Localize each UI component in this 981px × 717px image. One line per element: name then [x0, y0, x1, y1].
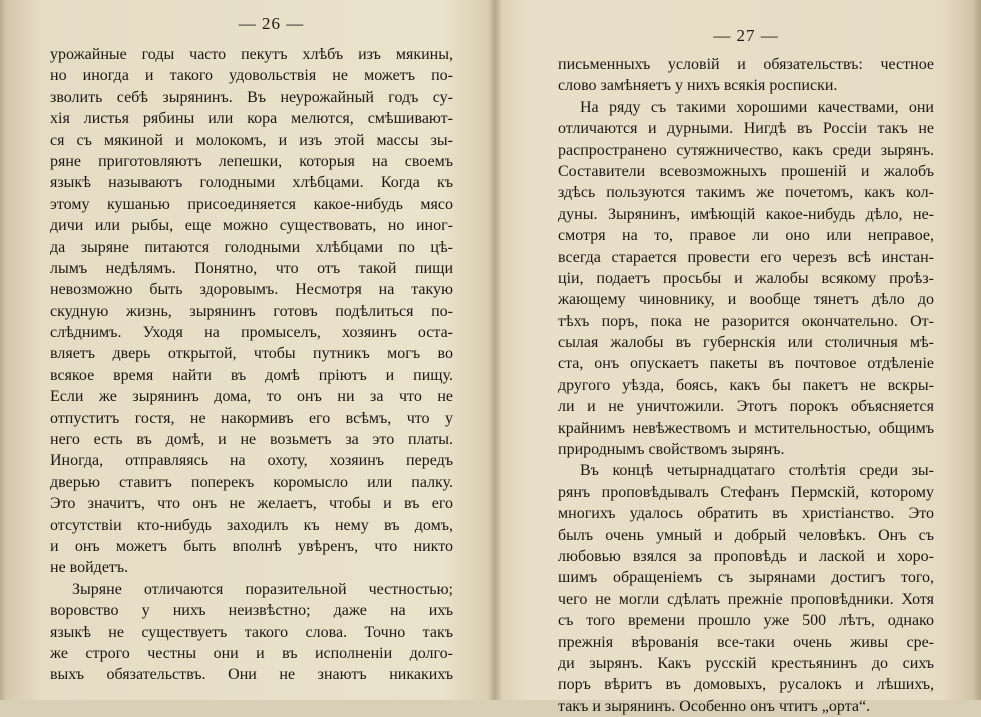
text-line: слово замѣняетъ у нихъ всякія росписки.: [558, 77, 838, 95]
text-line: письменныхъ условій и обязательствъ: честное: [558, 56, 934, 73]
text-line: ста, онъ опускаетъ пакеты въ почтовое отдѣленіе: [558, 355, 934, 373]
text-line: шимъ обращеніемъ съ зырянами достигъ того,: [558, 569, 934, 587]
text-line: слѣднимъ. Уходя на промыселъ, хозяинъ оста-: [50, 324, 453, 342]
text-line: отсутствіи кто-нибудь заходилъ къ нему въ домъ,: [50, 516, 453, 534]
text-line: и онъ можетъ быть вполнѣ увѣренъ, что никто: [50, 537, 453, 555]
text-line: съ того времени прошло уже 500 лѣтъ, однако: [558, 612, 934, 630]
text-line: не войдетъ.: [50, 559, 129, 577]
text-line: него есть въ домѣ, и не возьметъ за это платы.: [50, 431, 453, 449]
text-line: воровство у нихъ неизвѣстно; даже на ихъ: [50, 602, 453, 620]
text-line: вляетъ дверь открытой, чтобы путникъ могъ во: [50, 345, 453, 363]
text-line: да зыряне питаются голодными хлѣбцами по цѣ-: [50, 238, 453, 256]
text-line: крайнимъ невѣжествомъ и мстительностью, общимъ: [558, 419, 934, 437]
text-line: лымъ недѣлямъ. Понятно, что отъ такой пищи: [50, 259, 453, 277]
text-line: другого уѣзда, боясь, какъ бы пакетъ не вскры-: [558, 376, 934, 394]
right-page: [558, 0, 934, 717]
text-line: же строго честны они и въ исполненіи долго-: [50, 644, 453, 662]
text-line: поръ вѣритъ въ домовыхъ, русалокъ и лѣшихъ,: [558, 676, 934, 694]
text-line: На ряду съ такими хорошими качествами, они: [580, 98, 934, 116]
text-line: жающему чиновнику, и вообще тянетъ дѣло до: [558, 291, 934, 309]
text-line: Если же зырянинъ дома, то онъ ни за что не: [50, 388, 453, 406]
text-line: зволить себѣ зырянинъ. Въ неурожайный годъ су-: [50, 88, 453, 106]
text-line: Зыряне отличаются поразительной честностью;: [72, 580, 453, 598]
text-line: распространено сутяжничество, какъ среди зырянъ.: [558, 141, 934, 159]
page-text: [50, 44, 453, 686]
text-line: любовью взялся за проповѣдь и лаской и хоро-: [558, 547, 934, 565]
text-line: прежнія вѣрованія все-таки очень живы сре-: [558, 633, 934, 651]
text-line: рянъ проповѣдывалъ Стефанъ Пермскій, которому: [558, 483, 934, 501]
text-line: хія листья рябины или кора мелются, смѣшивают-: [50, 110, 453, 128]
text-line: Составители всевозможныхъ прошеній и жалобъ: [558, 162, 934, 180]
text-line: отличаются и дурными. Нигдѣ въ Россіи такъ не: [558, 120, 934, 138]
text-line: тѣхъ поръ, пока не разорится окончательно. От-: [558, 312, 934, 330]
text-line: ди зырянъ. Какъ русскій крестьянинъ до сихъ: [558, 654, 934, 672]
page-number: — 27 —: [713, 26, 779, 45]
text-line: Иногда, отправляясь на охоту, хозяинъ передъ: [50, 452, 453, 470]
text-line: этому кушанью присоединяется какое-нибудь мясо: [50, 195, 453, 213]
text-line: Это значитъ, что онъ не желаетъ, чтобы и въ его: [50, 495, 453, 513]
left-page: [50, 0, 453, 686]
text-line: выхъ обязательствъ. Они не знаютъ никакихъ: [50, 666, 453, 684]
text-line: всякое время найти въ домѣ пріютъ и пищу.: [50, 366, 453, 384]
text-line: чего не могли сдѣлать прежніе проповѣдники. Хотя: [558, 590, 934, 608]
book-gutter: [488, 0, 502, 700]
text-line: дверью ставитъ поперекъ коромысло или палку.: [50, 473, 453, 491]
page-number: — 26 —: [238, 14, 305, 33]
text-line: скудную жизнь, зырянинъ готовъ подѣлиться по-: [50, 302, 453, 320]
text-line: природнымъ свойствомъ зырянъ.: [558, 441, 785, 459]
left-page-edge: [0, 0, 6, 700]
text-line: здѣсь пользуются такимъ же почетомъ, какъ кол-: [558, 184, 934, 202]
text-line: смотря на то, правое ли оно или неправое,: [558, 227, 934, 245]
text-line: ся съ мякиной и молокомъ, и изъ этой массы зы-: [50, 131, 453, 149]
text-line: такъ и зырянинъ. Особенно онъ чтитъ „орта“.: [558, 697, 871, 715]
text-line: былъ очень умный и добрый человѣкъ. Онъ съ: [558, 526, 934, 544]
text-line: ціи, подаетъ просьбы и жалобы всякому проѣз-: [558, 269, 934, 287]
text-line: дичи или рыбы, еще можно существовать, но иног-: [50, 217, 453, 235]
text-line: дуны. Зырянинъ, имѣющій какое-нибудь дѣло, не-: [558, 205, 934, 223]
text-line: ли и не уничтожили. Этотъ порокъ объясняется: [558, 398, 934, 416]
text-line: невозможно быть здоровымъ. Несмотря на такую: [50, 281, 453, 299]
text-line: языкѣ называютъ голодными хлѣбцами. Когда къ: [50, 174, 453, 192]
right-page-edge: [973, 0, 981, 700]
text-line: ряне приготовляютъ лепешки, которыя на своемъ: [50, 152, 453, 170]
text-line: сылая жалобы въ губернскія или столичныя мѣ-: [558, 334, 934, 352]
text-line: всегда старается провести его черезъ всѣ инстан-: [558, 248, 934, 266]
text-line: урожайные годы часто пекутъ хлѣбъ изъ мякины,: [50, 46, 453, 63]
page-text: [558, 54, 934, 717]
text-line: отпуститъ гостя, не накормивъ его всѣмъ, что у: [50, 409, 453, 427]
text-line: но иногда и такого удовольствія не можетъ по-: [50, 67, 453, 85]
text-line: языкѣ не существуетъ такого слова. Точно такъ: [50, 623, 453, 641]
text-line: многихъ удалось обратить въ христіанство. Это: [558, 505, 934, 523]
text-line: Въ концѣ четырнадцатаго столѣтія среди зы-: [580, 462, 934, 480]
